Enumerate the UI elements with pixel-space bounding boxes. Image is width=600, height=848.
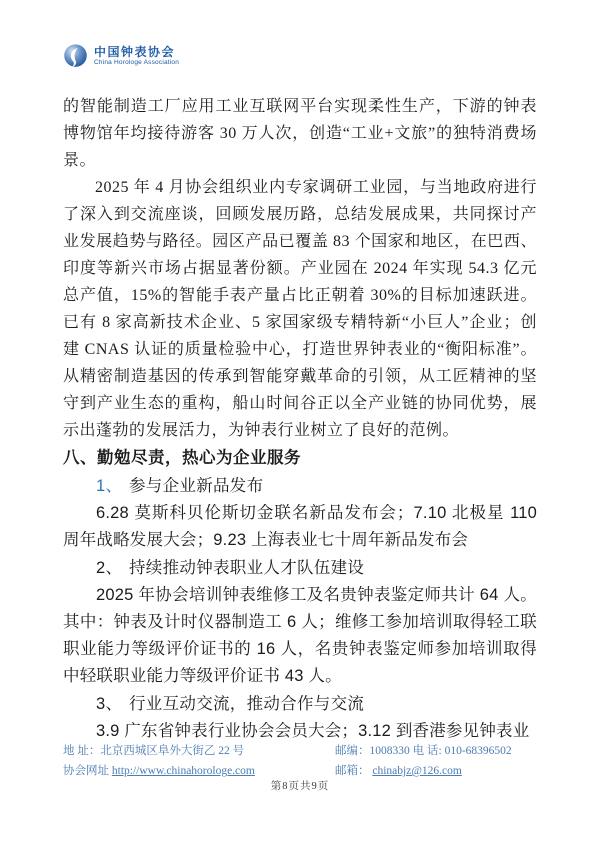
sub-heading-1 <box>63 472 537 500</box>
logo-title-cn: 中国钟表协会 <box>94 45 176 60</box>
phone-label: 电 话: <box>412 745 442 757</box>
website-label: 协会网址 <box>63 765 109 777</box>
sub-heading-2-label: 持续推动钟表职业人才队伍建设 <box>129 559 365 577</box>
sub-heading-3-number: 3、 <box>96 695 123 713</box>
sub-heading-1-label: 参与企业新品发布 <box>129 477 264 495</box>
page-footer <box>63 741 542 781</box>
phone-value: 010-68396502 <box>444 745 512 757</box>
page-number: 第8页共9页 <box>270 781 330 792</box>
footer-row-1 <box>63 741 542 761</box>
logo-text <box>94 46 179 66</box>
paragraph-sub2: 2025 年协会培训钟表维修工及名贵钟表鉴定师共计 64 人。其中：钟表及计时仪器制造工 6 人；维修工参加培训取得轻工联职业能力等级评价证书的 16 人，名贵钟表鉴定师参加培训取得中轻联职业能力等级评价证书 43 人。 <box>63 586 537 685</box>
postal-value: 1008330 <box>369 745 410 757</box>
sub-heading-2-number: 2、 <box>96 559 123 577</box>
logo-title-en: China Horologe Association <box>94 58 180 66</box>
sub-heading-1-number: 1、 <box>96 477 123 495</box>
paragraph-intro: 的智能制造工厂应用工业互联网平台实现柔性生产，下游的钟表博物馆年均接待游客 30 万人次，创造“工业+文旅”的独特消费场景。 <box>63 98 537 169</box>
address-label: 地 址： <box>63 745 101 757</box>
section-heading-8: 八、勤勉尽责，热心为企业服务 <box>63 448 301 467</box>
paragraph-sub1: 6.28 莫斯科贝伦斯切金联名新品发布会；7.10 北极星 110 周年战略发展大会；9.23 上海表业七十周年新品发布会 <box>63 504 537 549</box>
sub-heading-3-label: 行业互动交流，推动合作与交流 <box>129 695 365 713</box>
footer-address <box>63 741 335 761</box>
email-label: 邮箱： <box>335 765 370 777</box>
email-link[interactable]: chinabjz@126.com <box>372 765 462 777</box>
website-link[interactable]: http://www.chinahorologe.com <box>111 765 255 777</box>
document-body <box>63 93 537 745</box>
association-logo <box>62 43 179 70</box>
address-value: 北京西城区阜外大街乙 22 号 <box>100 745 245 757</box>
postal-label: 邮编： <box>335 745 370 757</box>
sub-heading-3 <box>63 690 537 718</box>
globe-swoosh-icon <box>62 43 89 70</box>
paragraph-sub3: 3.9 广东省钟表行业协会会员大会；3.12 到香港参见钟表业 <box>96 722 530 740</box>
sub-heading-2 <box>63 554 537 582</box>
paragraph-main: 2025 年 4 月协会组织业内专家调研工业园，与当地政府进行了深入到交流座谈，回顾发展历路，总结发展成果，共同探讨产业发展趋势与路径。园区产品已覆盖 83 个国家和地区，在巴西、印度等新兴市场占据显著份额。产业园在 2024 年实现 54.3 亿元总产值，15%的智能手表产量占比正朝着 30%的目标加速跃进。已有 8 家高新技术企业、5 家国家级专精特新“小巨人”企业；创建 CNAS 认证的质量检验中心，打造世界钟表业的“衡阳标准”。从精密制造基因的传承到智能穿戴革命的引领，从工匠精神的坚守到产业生态的重构，船山时间谷正以全产业链的协同优势，展示出蓬勃的发展活力，为钟表行业树立了良好的范例。 <box>63 179 537 439</box>
footer-postal-phone <box>335 741 542 761</box>
